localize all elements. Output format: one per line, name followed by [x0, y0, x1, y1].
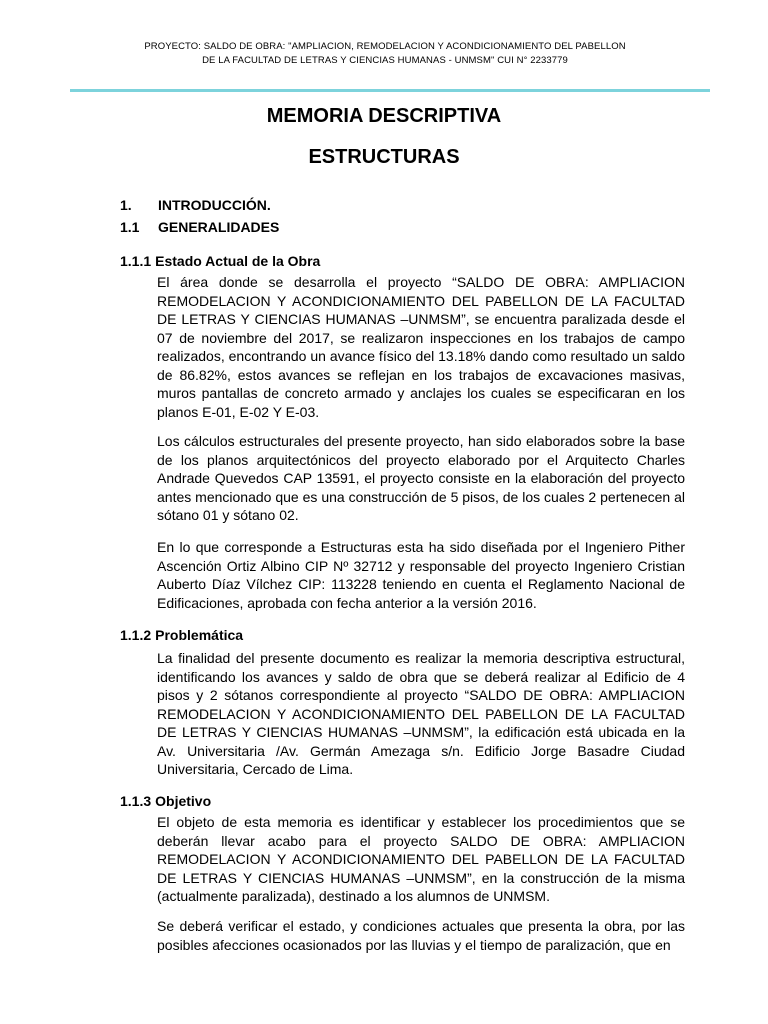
section-number: 1. — [120, 197, 132, 213]
section-heading-estado-actual — [120, 253, 320, 269]
section-number: 1.1.2 — [120, 627, 152, 643]
section-label: Objetivo — [155, 793, 212, 809]
header-line-2: DE LA FACULTAD DE LETRAS Y CIENCIAS HUMANAS - UNMSM" CUI N° 2233779 — [202, 55, 568, 66]
paragraph-objetivo-2: Se deberá verificar el estado, y condiciones actuales que presenta la obra, por las posibles afecciones ocasionados por las lluvias y el tiempo de paralización, que en — [157, 918, 685, 953]
header-divider — [70, 89, 710, 92]
paragraph-estado-3: En lo que corresponde a Estructuras esta ha sido diseñada por el Ingeniero Pither Ascención Ortiz Albino CIP Nº 32712 y responsable del proyecto Ingeniero Cristian Auberto Díaz Vílchez CIP: 113228 teniendo en cuenta el Reglamento Nacional de Edificaciones, aprobada con fecha anterior a la versión 2016. — [157, 539, 685, 611]
section-label: GENERALIDADES — [158, 219, 280, 235]
section-heading-problematica — [120, 627, 243, 643]
section-number: 1.1.1 — [120, 253, 152, 269]
page-header — [60, 40, 710, 68]
section-heading-objetivo — [120, 793, 211, 809]
document-subtitle: ESTRUCTURAS — [308, 146, 460, 168]
section-number: 1.1.3 — [120, 793, 152, 809]
section-number: 1.1 — [120, 219, 140, 235]
section-heading-introduccion — [120, 197, 271, 213]
section-label: Problemática — [155, 627, 244, 643]
paragraph-objetivo-1: El objeto de esta memoria es identificar y establecer los procedimientos que se deberán llevar acabo para el proyecto SALDO DE OBRA: AMPLIACION REMODELACION Y ACONDICIONAMIENTO DEL PABELLON DE LA FACULTAD DE LETRAS Y CIENCIAS HUMANAS –UNMSM”, en la construcción de la misma (actualmente paralizada), destinado a los alumnos de UNMSM. — [157, 814, 685, 904]
paragraph-problematica-1: La finalidad del presente documento es realizar la memoria descriptiva estructural, identificando los avances y saldo de obra que se deberá realizar al Edificio de 4 pisos y 2 sótanos correspondiente al proyecto “SALDO DE OBRA: AMPLIACION REMODELACION Y ACONDICIONAMIENTO DEL PABELLON DE LA FACULTAD DE LETRAS Y CIENCIAS HUMANAS –UNMSM”, la edificación está ubicada en la Av. Universitaria /Av. Germán Amezaga s/n. Edificio Jorge Basadre Ciudad Universitaria, Cercado de Lima. — [157, 650, 685, 777]
section-label: INTRODUCCIÓN. — [158, 197, 271, 213]
section-label: Estado Actual de la Obra — [155, 253, 321, 269]
paragraph-estado-1: El área donde se desarrolla el proyecto “SALDO DE OBRA: AMPLIACION REMODELACION Y ACONDICIONAMIENTO DEL PABELLON DE LA FACULTAD DE LETRAS Y CIENCIAS HUMANAS –UNMSM”, se encuentra paralizada desde el 07 de noviembre del 2017, se realizaron inspecciones en los trabajos de campo realizados, encontrando un avance físico del 13.18% dando como resultado un saldo de 86.82%, estos avances se reflejan en los trabajos de excavaciones masivas, muros pantallas de concreto armado y anclajes los cuales se especificaran en los planos E-01, E-02 Y E-03. — [157, 274, 685, 420]
section-heading-generalidades — [120, 219, 279, 235]
paragraph-estado-2: Los cálculos estructurales del presente proyecto, han sido elaborados sobre la base de los planos arquitectónicos del proyecto elaborado por el Arquitecto Charles Andrade Quevedos CAP 13591, el proyecto consiste en la elaboración del proyecto antes mencionado que es una construcción de 5 pisos, de los cuales 2 pertenecen al sótano 01 y sótano 02. — [157, 433, 685, 523]
document-title: MEMORIA DESCRIPTIVA — [266, 105, 502, 127]
header-line-1: PROYECTO: SALDO DE OBRA: "AMPLIACION, REMODELACION Y ACONDICIONAMIENTO DEL PABELLON — [144, 41, 626, 52]
